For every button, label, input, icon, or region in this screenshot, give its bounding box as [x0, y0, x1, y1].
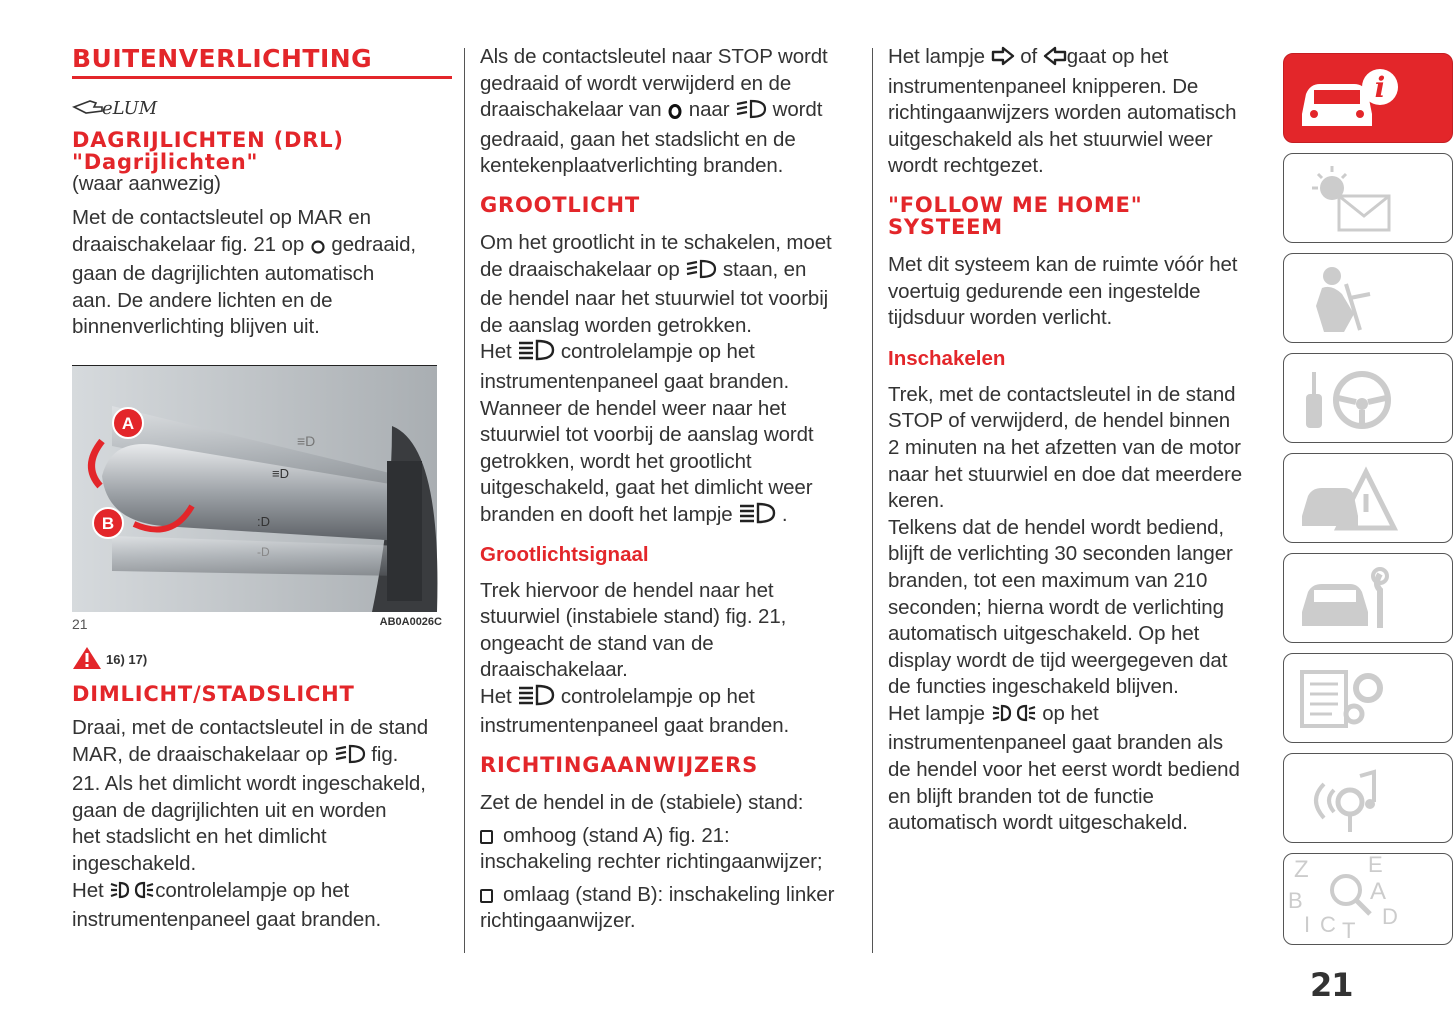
warning-references: 16) 17): [72, 646, 452, 673]
index-letter: D: [1382, 904, 1398, 929]
paragraph-line: de hendel voor het eerst wordt bediend: [888, 758, 1240, 782]
svg-text::D: :D: [257, 513, 270, 529]
paragraph-line: aan. De andere lichten en de: [72, 288, 333, 312]
paragraph-line: 21. Als het dimlicht wordt ingeschakeld,: [72, 772, 426, 796]
paragraph-line: uitgeschakeld als het stuurwiel weer: [888, 127, 1213, 151]
svg-text:i: i: [1374, 71, 1386, 104]
paragraph-line: Telkens dat de hendel wordt bediend,: [888, 515, 1225, 539]
safety-seat-icon: [1284, 329, 1444, 346]
drl-off-circle-icon: [310, 235, 326, 262]
svg-text:≡D: ≡D: [297, 432, 316, 449]
side-lights-icon: [109, 880, 155, 908]
index-letter: A: [1370, 878, 1387, 905]
paragraph-line: de functies ingeschakeld blijven.: [888, 675, 1179, 699]
paragraph-line: Met de contactsleutel op MAR en: [72, 206, 371, 229]
paragraph-line: instrumentenpaneel knipperen. De: [888, 74, 1199, 98]
paragraph-line: binnenverlichting blijven uit.: [72, 315, 320, 339]
paragraph-line: keren.: [888, 489, 945, 513]
paragraph-line: instrumentenpaneel gaat branden als: [888, 731, 1223, 755]
flash-heading: Grootlichtsignaal: [480, 542, 649, 566]
paragraph-line: tijdsduur worden verlicht.: [888, 306, 1113, 330]
paragraph-line: Het controlelampje op het: [72, 878, 452, 908]
emergency-icon: [1284, 529, 1444, 546]
follow-me-home-heading-2: SYSTEEM: [888, 214, 1003, 239]
paragraph-line: draaischakelaar van naar wordt: [480, 97, 856, 127]
warning-triangle-icon: [72, 646, 102, 673]
paragraph-line: het stadslicht en het dimlicht: [72, 825, 327, 849]
column-divider: [464, 48, 465, 953]
paragraph-line: gaan de dagrijlichten uit en worden: [72, 798, 387, 822]
paragraph-line: gaan de dagrijlichten automatisch: [72, 262, 375, 286]
tab-key-steering[interactable]: [1283, 353, 1453, 443]
elum-icon: [72, 93, 452, 123]
index-letter: I: [1304, 912, 1311, 937]
paragraph-line: en blijft branden tot de functie: [888, 784, 1154, 808]
left-arrow-icon: [1043, 46, 1067, 74]
technical-data-icon: [1284, 729, 1444, 746]
paragraph-line: gedraaid of wordt verwijderd en de: [480, 71, 792, 95]
paragraph-line: blijft de verlichting 30 seconden langer: [888, 542, 1233, 566]
dim-heading: DIMLICHT/STADSLICHT: [72, 681, 355, 706]
paragraph-line: MAR, de draaischakelaar op fig.: [72, 742, 452, 772]
bullet-box-icon: [480, 889, 493, 903]
paragraph-line: 2 minuten na het afzetten van de motor: [888, 435, 1241, 459]
column-3: [888, 44, 1268, 837]
tab-multimedia[interactable]: [1283, 753, 1453, 843]
multimedia-icon: [1284, 829, 1444, 846]
turn-signal-heading: RICHTINGAANWIJZERS: [480, 753, 759, 778]
paragraph-line: branden, tot een maximum van 210: [888, 568, 1208, 592]
low-beam-icon: [334, 744, 366, 772]
high-beam-icon: [517, 339, 555, 369]
paragraph-line: instrumentenpaneel gaat branden.: [480, 369, 790, 393]
paragraph-line: Het lampje op het: [888, 701, 1268, 731]
tab-maintenance[interactable]: [1283, 553, 1453, 643]
paragraph-line: wordt rechtgezet.: [888, 154, 1044, 178]
figure-number: 21: [72, 615, 88, 632]
paragraph-line: Het lampje of gaat op het: [888, 44, 1268, 74]
paragraph-line: kentekenplaatverlichting branden.: [480, 154, 784, 178]
paragraph-line: STOP of verwijderd, de hendel binnen: [888, 409, 1231, 433]
svg-text:≡D: ≡D: [272, 465, 289, 481]
paragraph-line: de draaischakelaar op staan, en: [480, 257, 856, 287]
list-item: omlaag (stand B): inschakeling linker: [480, 882, 856, 909]
follow-me-home-heading: "FOLLOW ME HOME": [888, 192, 1143, 217]
index-letter: T: [1342, 918, 1356, 943]
paragraph-line: Als de contactsleutel naar STOP wordt: [480, 45, 828, 68]
figure-code: AB0A0026C: [379, 615, 442, 628]
tab-car-info[interactable]: [1283, 53, 1453, 143]
paragraph-line: de hendel naar het stuurwiel tot voorbij: [480, 287, 829, 311]
paragraph-line: ongeacht de stand van de: [480, 631, 714, 655]
paragraph-line: richtingaanwijzers worden automatisch: [888, 101, 1237, 125]
drl-heading-quoted: "Dagrijlichten": [72, 150, 259, 174]
key-steering-icon: [1284, 429, 1444, 446]
drl-heading: DAGRIJLICHTEN (DRL): [72, 128, 344, 152]
drl-availability: (waar aanwezig): [72, 172, 221, 195]
column-1: [72, 44, 452, 934]
svg-text:-D: -D: [257, 544, 270, 559]
low-beam-icon: [735, 99, 767, 127]
column-2: [480, 44, 856, 935]
paragraph-line: Het controlelampje op het: [480, 339, 856, 369]
paragraph-line: Draai, met de contactsleutel in de stand: [72, 715, 429, 739]
paragraph-line: seconden; hierna wordt de verlichting: [888, 595, 1224, 619]
index-letter: B: [1288, 888, 1303, 913]
side-lights-icon: [991, 703, 1037, 731]
page-number: 21: [1310, 966, 1353, 1004]
paragraph-line: Trek, met de contactsleutel in de stand: [888, 382, 1236, 406]
high-beam-icon: [517, 684, 555, 714]
paragraph-line: Wanneer de hendel weer naar het: [480, 396, 787, 420]
right-arrow-icon: [991, 46, 1015, 74]
tab-technical-data[interactable]: [1283, 653, 1453, 743]
paragraph-line: display wordt de tijd weergegeven dat: [888, 648, 1228, 672]
paragraph-line: naar het stuurwiel en doe dat meerdere: [888, 462, 1243, 486]
paragraph-line: Trek hiervoor de hendel naar het: [480, 578, 774, 602]
activation-heading: Inschakelen: [888, 346, 1006, 370]
figure-label-a: A: [121, 413, 135, 433]
car-info-icon: [1284, 71, 1444, 146]
index-letter: E: [1368, 852, 1383, 877]
maintenance-icon: [1284, 629, 1444, 646]
paragraph-line: voertuig gedurende een ingestelde: [888, 279, 1201, 303]
list-item: omhoog (stand A) fig. 21:: [480, 823, 856, 850]
paragraph-line: instrumentenpaneel gaat branden.: [480, 714, 790, 738]
paragraph-line: getrokken, wordt het grootlicht: [480, 449, 752, 473]
index-letter: Z: [1294, 856, 1309, 883]
paragraph-line: Om het grootlicht in te schakelen, moet: [480, 230, 832, 254]
paragraph-line: automatisch uitgeschakeld. Op het: [888, 622, 1200, 646]
tab-lights-messages[interactable]: [1283, 153, 1453, 243]
paragraph-line: inschakeling rechter richtingaanwijzer;: [480, 850, 823, 874]
high-beam-heading: GROOTLICHT: [480, 192, 640, 217]
tab-index[interactable]: [1283, 853, 1453, 945]
paragraph-line: ingeschakeld.: [72, 851, 197, 875]
paragraph-line: instrumentenpaneel gaat branden.: [72, 908, 382, 932]
tab-emergency[interactable]: [1283, 453, 1453, 543]
paragraph-line: automatisch wordt uitgeschakeld.: [888, 811, 1188, 835]
index-letter: C: [1320, 912, 1336, 937]
column-divider: [872, 48, 873, 953]
paragraph-line: richtingaanwijzer.: [480, 909, 636, 933]
high-beam-icon: [738, 502, 776, 532]
paragraph-line: stuurwiel (instabiele stand) fig. 21,: [480, 605, 787, 629]
paragraph-line: draaischakelaar.: [480, 658, 628, 682]
lights-messages-icon: [1284, 229, 1444, 246]
tab-safety[interactable]: [1283, 253, 1453, 343]
paragraph-line: draaischakelaar fig. 21 op gedraaid,: [72, 232, 452, 262]
low-beam-icon: [685, 259, 717, 287]
paragraph-line: Zet de hendel in de (stabiele) stand:: [480, 791, 804, 815]
section-title: BUITENVERLICHTING: [72, 44, 452, 79]
off-position-icon: [667, 100, 683, 127]
paragraph-line: uitgeschakeld, gaat het dimlicht weer: [480, 476, 813, 500]
paragraph-line: Het controlelampje op het: [480, 684, 856, 714]
svg-text:eLUM: eLUM: [102, 98, 158, 119]
paragraph-line: stuurwiel tot voorbij de aanslag wordt: [480, 423, 814, 447]
bullet-box-icon: [480, 830, 493, 844]
lever-figure: [72, 365, 437, 612]
paragraph-line: gedraaid, gaan het stadslicht en de: [480, 127, 796, 151]
paragraph-line: de aanslag worden getrokken.: [480, 313, 752, 337]
paragraph-line: Met dit systeem kan de ruimte vóór het: [888, 252, 1238, 276]
figure-label-b: B: [101, 513, 115, 533]
paragraph-line: branden en dooft het lampje .: [480, 502, 856, 532]
